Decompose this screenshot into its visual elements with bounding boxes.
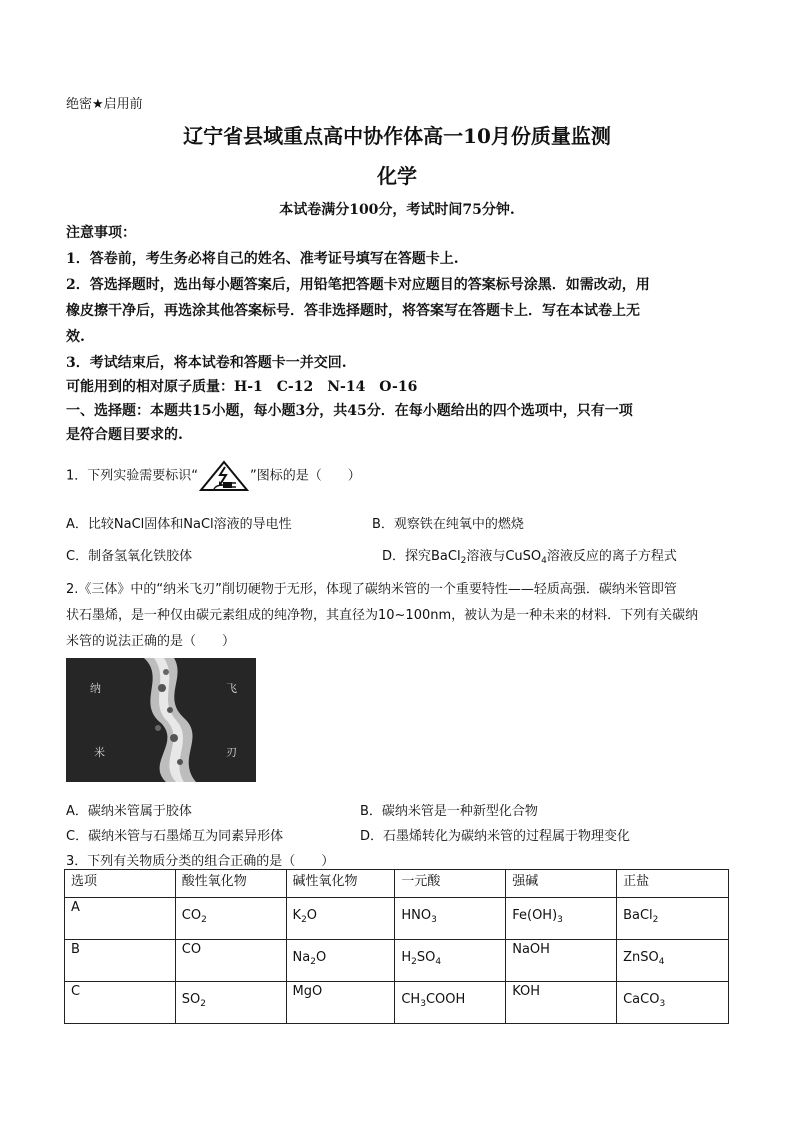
notes-heading: 注意事项： bbox=[66, 225, 136, 241]
q1-d-sub1: 2 bbox=[460, 556, 467, 566]
q1-d-part1: D．探究BaCl bbox=[382, 549, 461, 564]
row-a-option: A bbox=[71, 900, 80, 915]
secret-label: 绝密★启用前 bbox=[66, 97, 143, 112]
table-row bbox=[65, 982, 729, 1024]
q2-option-b: B．碳纳米管是一种新型化合物 bbox=[360, 804, 538, 819]
q2-option-d: D．石墨烯转化为碳纳米管的过程属于物理变化 bbox=[360, 829, 631, 844]
nano-blade-illustration bbox=[66, 658, 256, 782]
note-2-line2: 橡皮擦干净后，再选涂其他答案标号．答非选择题时，将答案写在答题卡上．写在本试卷上无 bbox=[66, 303, 640, 319]
q1-option-b: B．观察铁在纯氧中的燃烧 bbox=[372, 517, 524, 532]
note-3: 3．考试结束后，将本试卷和答题卡一并交回. bbox=[66, 355, 347, 371]
col-header-monoprotic-acid: 一元酸 bbox=[395, 870, 506, 898]
row-c-basic-oxide: MgO bbox=[292, 984, 323, 999]
table-row bbox=[65, 898, 729, 940]
atomic-masses: 可能用到的相对原子质量：H-1 C-12 N-14 O-16 bbox=[66, 379, 418, 395]
row-b-base: NaOH bbox=[512, 942, 550, 957]
row-b-option: B bbox=[71, 942, 80, 957]
row-c-salt: CaCO$_3$ bbox=[623, 992, 666, 1009]
row-b-acidic-oxide: CO bbox=[181, 942, 202, 957]
section1-line1: 一、选择题：本题共15小题，每小题3分，共45分．在每小题给出的四个选项中，只有一项 bbox=[66, 403, 633, 419]
row-c-option: C bbox=[71, 984, 81, 999]
note-1: 1．答卷前，考生务必将自己的姓名、准考证号填写在答题卡上. bbox=[66, 251, 459, 267]
col-header-normal-salt: 正盐 bbox=[617, 870, 729, 898]
row-a-base: $Fe(OH)_3$ bbox=[512, 908, 563, 925]
exam-title: 辽宁省县域重点高中协作体高一10月份质量监测 bbox=[183, 124, 611, 148]
photo-char-4: 刃 bbox=[226, 746, 237, 759]
q1-option-d bbox=[382, 545, 677, 566]
q2-option-c: C．碳纳米管与石墨烯互为同素异形体 bbox=[66, 829, 284, 844]
electric-hazard-icon bbox=[198, 460, 250, 492]
row-b-basic-oxide: $Na_2O$ bbox=[292, 950, 327, 967]
note-2-line1: 2．答选择题时，选出每小题答案后，用铅笔把答题卡对应题目的答案标号涂黑．如需改动，用 bbox=[66, 277, 650, 293]
col-header-acidic-oxide: 酸性氧化物 bbox=[175, 870, 286, 898]
q1-d-part3: 溶液反应的离子方程式 bbox=[546, 549, 677, 564]
col-header-strong-base: 强碱 bbox=[506, 870, 617, 898]
q1-d-sub2: 4 bbox=[541, 556, 547, 566]
q1-option-c: C．制备氢氧化铁胶体 bbox=[66, 549, 193, 564]
row-c-base: KOH bbox=[512, 984, 541, 999]
q2-line1: 2.《三体》中的“纳米飞刃”削切硬物于无形，体现了碳纳米管的一个重要特性——轻质高强．碳纳米管即管 bbox=[66, 582, 677, 597]
q1-d-part2: 溶液与CuSO bbox=[466, 549, 542, 564]
classification-table bbox=[64, 869, 729, 1024]
photo-char-3: 米 bbox=[94, 746, 105, 759]
q1-option-a: A．比较NaCl固体和NaCl溶液的导电性 bbox=[66, 517, 292, 532]
row-c-acid: $CH_3COOH$ bbox=[401, 992, 466, 1009]
row-a-acid: $HNO_3$ bbox=[401, 908, 437, 925]
col-header-basic-oxide: 碱性氧化物 bbox=[286, 870, 395, 898]
q3-stem: 3．下列有关物质分类的组合正确的是（ ） bbox=[66, 854, 335, 869]
col-header-option: 选项 bbox=[65, 870, 176, 898]
row-a-basic-oxide: $K_2O$ bbox=[292, 908, 318, 925]
q1-stem-end: ”图标的是（ ） bbox=[250, 468, 361, 484]
photo-char-1: 纳 bbox=[90, 682, 101, 695]
row-b-salt: ZnSO$_4$ bbox=[623, 950, 665, 967]
photo-char-2: 飞 bbox=[226, 682, 237, 695]
score-time-line: 本试卷满分100分，考试时间75分钟. bbox=[279, 202, 515, 218]
q1-stem bbox=[66, 460, 361, 493]
table-row bbox=[65, 940, 729, 982]
note-2-line3: 效. bbox=[66, 329, 85, 345]
row-a-acidic-oxide: $CO_2$ bbox=[181, 908, 207, 925]
nano-blade-photo bbox=[66, 658, 256, 782]
section1-line2: 是符合题目要求的. bbox=[66, 427, 183, 443]
subject-title: 化学 bbox=[377, 164, 417, 188]
q1-stem-start: 1．下列实验需要标识“ bbox=[66, 468, 199, 484]
row-b-acid: $H_2SO_4$ bbox=[401, 950, 442, 967]
q2-line3: 米管的说法正确的是（ ） bbox=[66, 634, 236, 649]
q2-line2: 状石墨烯，是一种仅由碳元素组成的纯净物，其直径为10~100nm，被认为是一种未来的材料．下列有关碳纳 bbox=[66, 608, 699, 623]
row-a-salt: BaCl$_2$ bbox=[623, 908, 659, 925]
q2-option-a: A．碳纳米管属于胶体 bbox=[66, 804, 192, 819]
row-c-acidic-oxide: $SO_2$ bbox=[181, 992, 206, 1009]
table-header-row bbox=[65, 870, 729, 898]
